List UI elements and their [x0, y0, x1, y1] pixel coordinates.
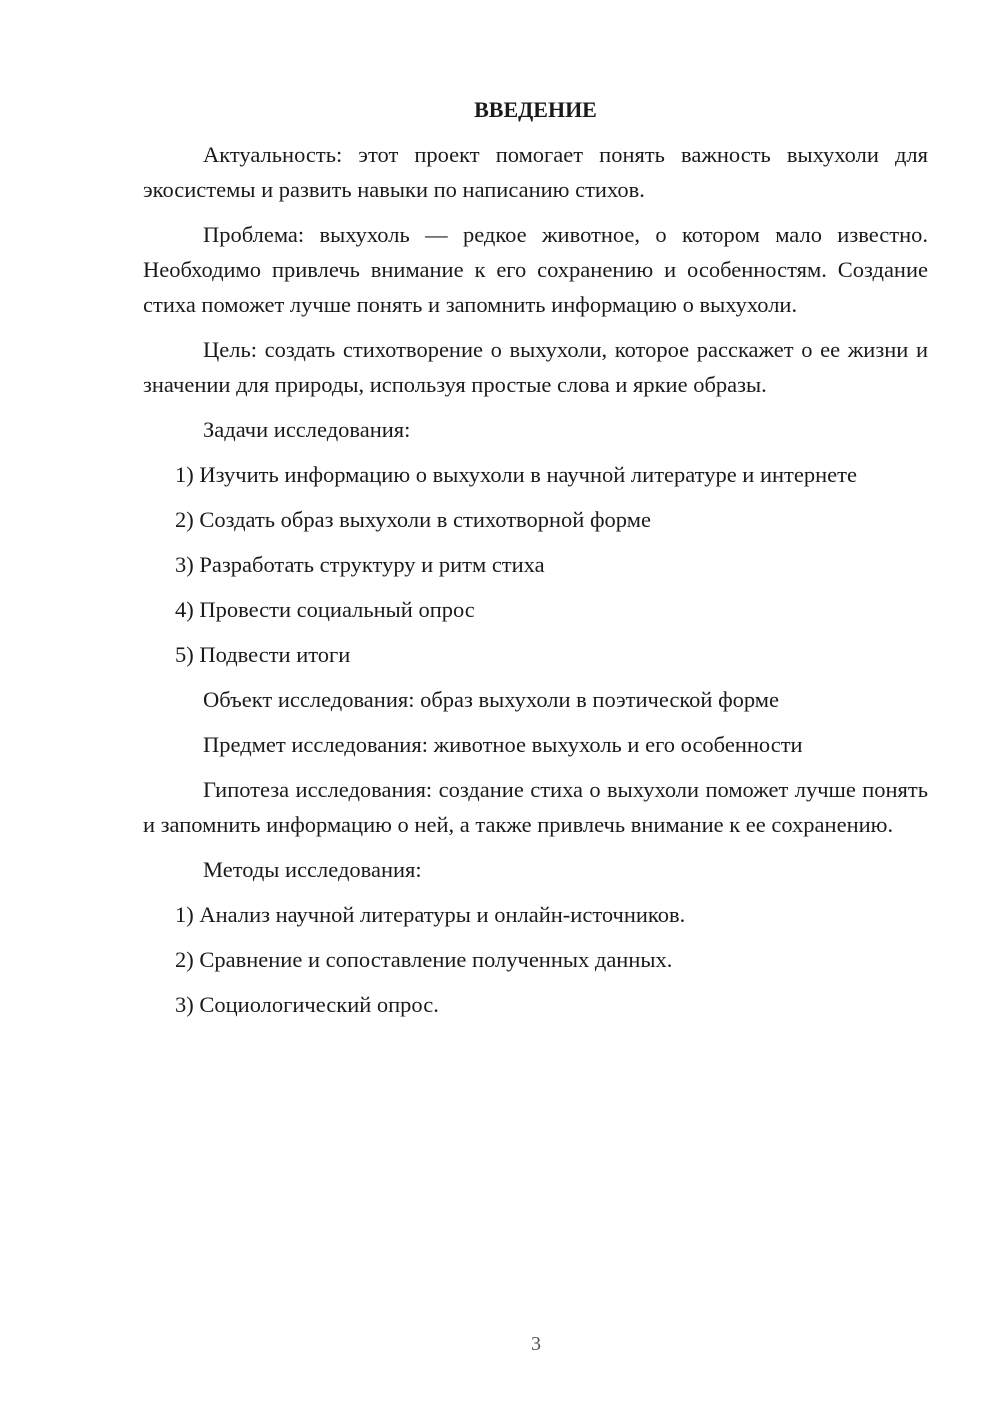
- task-item-5: 5) Подвести итоги: [175, 642, 351, 667]
- method-item-2: 2) Сравнение и сопоставление полученных данных.: [175, 947, 673, 972]
- document-title: ВВЕДЕНИЕ: [474, 97, 597, 122]
- subject-paragraph: Предмет исследования: животное выхухоль и его особенности: [203, 732, 803, 757]
- document-page: [143, 92, 928, 1032]
- object-paragraph: Объект исследования: образ выхухоли в поэтической форме: [203, 687, 780, 712]
- task-item-3: 3) Разработать структуру и ритм стиха: [175, 552, 545, 577]
- task-item-4: 4) Провести социальный опрос: [175, 597, 475, 622]
- relevance-paragraph: Актуальность: этот проект помогает понять важность выхухоли для экосистемы и развить навыки по написанию стихов.: [143, 142, 928, 202]
- methods-heading: Методы исследования:: [203, 857, 422, 882]
- tasks-heading: Задачи исследования:: [203, 417, 411, 442]
- hypothesis-paragraph: Гипотеза исследования: создание стиха о выхухоли поможет лучше понять и запомнить информацию о ней, а также привлечь внимание к ее сохранению.: [143, 777, 928, 837]
- problem-paragraph: Проблема: выхухоль — редкое животное, о котором мало известно. Необходимо привлечь внимание к его сохранению и особенностям. Создание стиха поможет лучше понять и запомнить информацию о выхухоли.: [143, 222, 928, 317]
- goal-paragraph: Цель: создать стихотворение о выхухоли, которое расскажет о ее жизни и значении для природы, используя простые слова и яркие образы.: [143, 337, 928, 397]
- page-number: 3: [531, 1333, 541, 1355]
- task-item-1: 1) Изучить информацию о выхухоли в научной литературе и интернете: [175, 462, 857, 487]
- task-item-2: 2) Создать образ выхухоли в стихотворной форме: [175, 507, 651, 532]
- method-item-1: 1) Анализ научной литературы и онлайн-источников.: [175, 902, 686, 927]
- method-item-3: 3) Социологический опрос.: [175, 992, 439, 1017]
